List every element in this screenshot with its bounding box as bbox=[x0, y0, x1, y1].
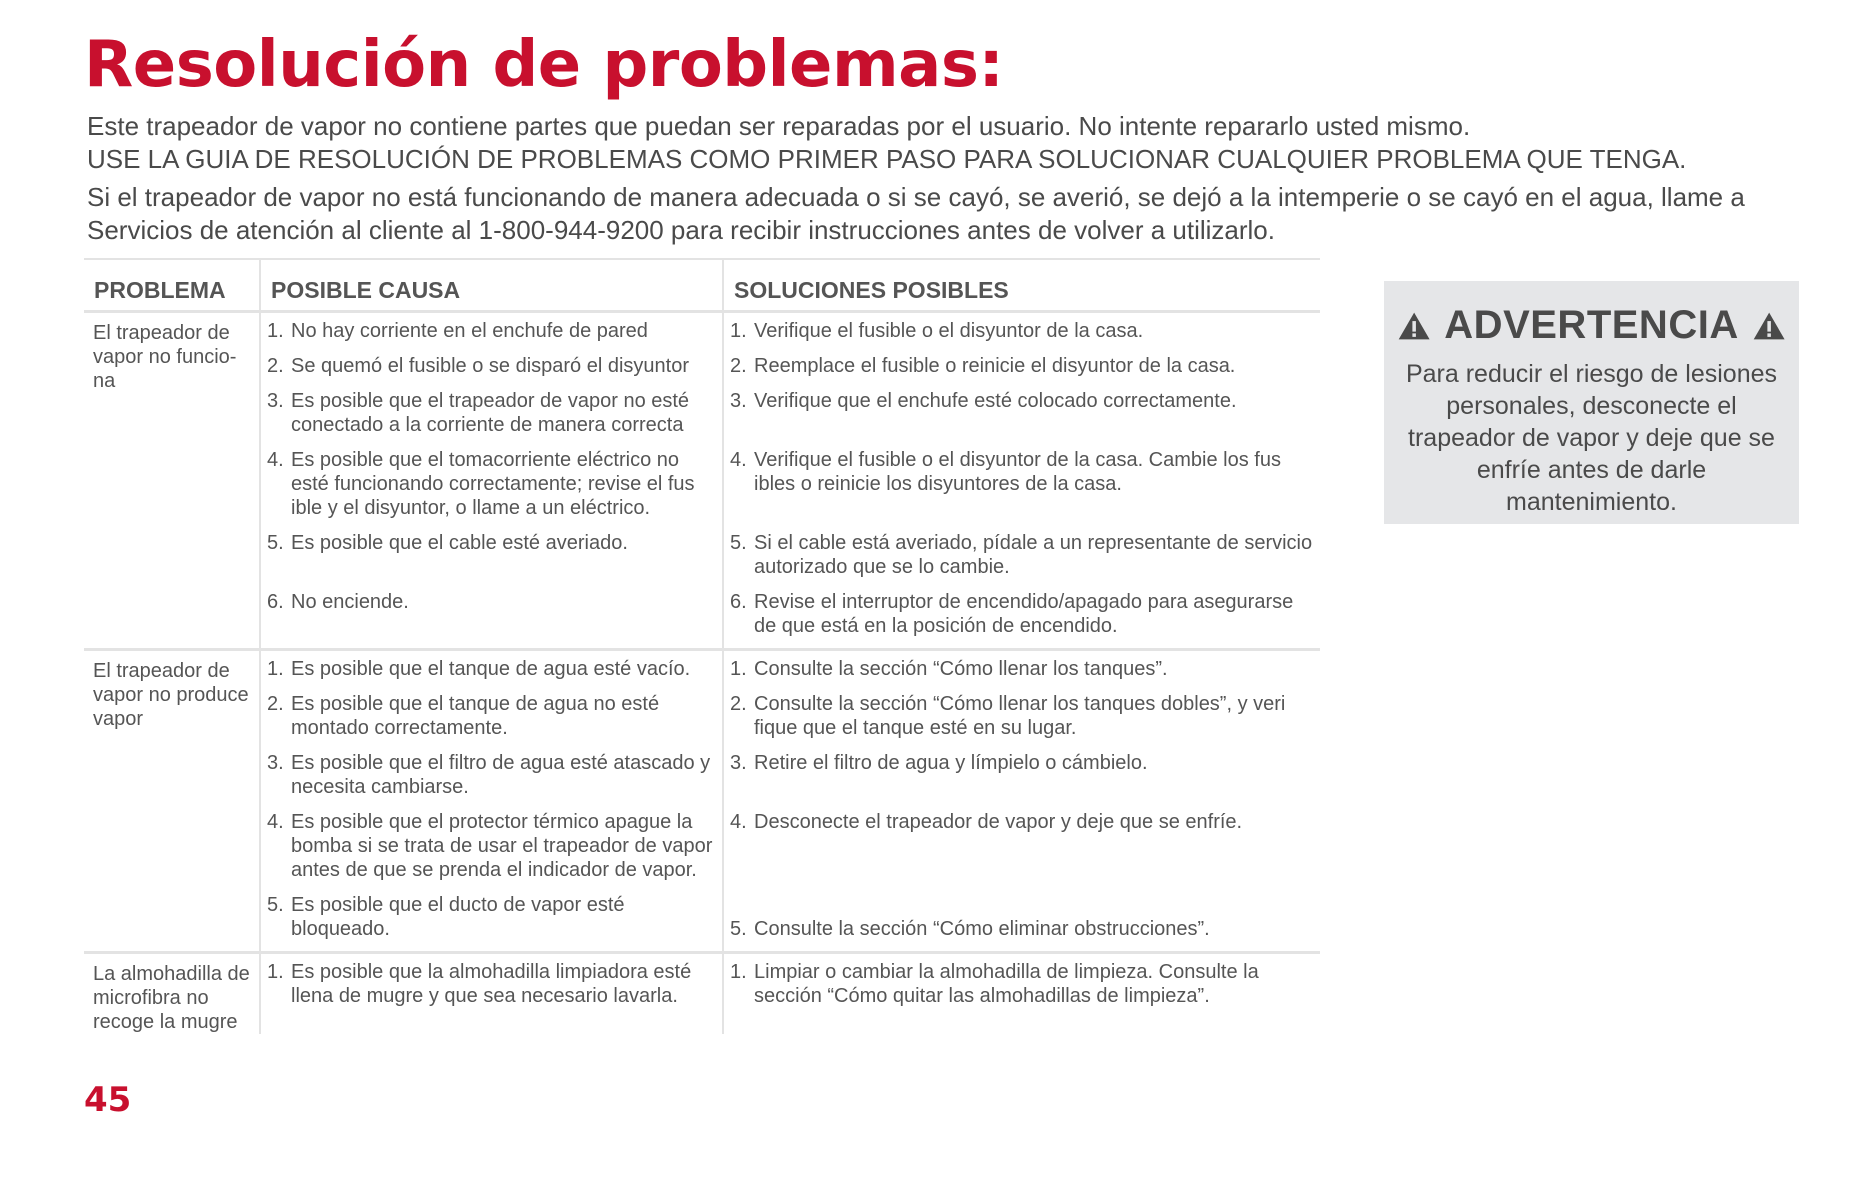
list-item: 4. Desconecte el trapeador de vapor y deje que se enfríe. bbox=[730, 811, 1243, 833]
page-number: 45 bbox=[84, 1080, 132, 1120]
list-item: 1. Consulte la sección “Cómo llenar los tanques”. bbox=[730, 658, 1168, 680]
header-cause: POSIBLE CAUSA bbox=[260, 259, 723, 312]
list-item: 5. Es posible que el ducto de vapor esté bloqueado. bbox=[267, 894, 625, 940]
table-row bbox=[84, 650, 1320, 953]
list-item: 5. Si el cable está averiado, pídale a un representante de servicio autorizado que se lo cambie. bbox=[730, 532, 1313, 578]
table-row bbox=[84, 312, 1320, 650]
list-item: 2. Consulte la sección “Cómo llenar los tanques dobles”, y veri fique que el tanque esté en su lugar. bbox=[730, 693, 1286, 739]
troubleshooting-table bbox=[84, 258, 1320, 1034]
solution-cell bbox=[723, 312, 1320, 650]
list-item: 1. Limpiar o cambiar la almohadilla de limpieza. Consulte la sección “Cómo quitar las almohadillas de limpieza”. bbox=[730, 961, 1259, 1007]
list-item: 3. Es posible que el trapeador de vapor no esté conectado a la corriente de manera correcta bbox=[267, 390, 690, 436]
cause-cell bbox=[260, 312, 723, 650]
list-item: 2. Reemplace el fusible o reinicie el disyuntor de la casa. bbox=[730, 355, 1236, 377]
warning-title-text: ADVERTENCIA bbox=[1444, 303, 1739, 347]
list-item: 4. Verifique el fusible o el disyuntor de la casa. Cambie los fus ibles o reinicie los disyuntores de la casa. bbox=[730, 449, 1281, 495]
warning-triangle-icon bbox=[1753, 305, 1785, 347]
cause-cell bbox=[260, 953, 723, 1035]
list-item: 1. Es posible que la almohadilla limpiadora esté llena de mugre y que sea necesario lavarla. bbox=[267, 961, 692, 1007]
table-row bbox=[84, 953, 1320, 1035]
list-item: 3. Retire el filtro de agua y límpielo o cámbielo. bbox=[730, 752, 1148, 774]
list-item: 6. Revise el interruptor de encendido/apagado para asegurarse de que está en la posición de encendido. bbox=[730, 591, 1294, 637]
intro-line-3: Si el trapeador de vapor no está funcionando de manera adecuada o si se cayó, se averió, se dejó a la intemperie o se cayó en el agua, llame a Servicios de atención al cliente al 1-800-944-9200 para recibir instrucciones antes de volver a utilizarlo. bbox=[87, 182, 1745, 245]
solution-cell bbox=[723, 650, 1320, 953]
solution-cell bbox=[723, 953, 1320, 1035]
list-item: 5. Consulte la sección “Cómo eliminar obstrucciones”. bbox=[730, 918, 1210, 940]
cause-cell bbox=[260, 650, 723, 953]
list-item: 1. Verifique el fusible o el disyuntor de la casa. bbox=[730, 320, 1144, 342]
problem-cell: El trapeador de vapor no produce vapor bbox=[84, 650, 260, 953]
list-item: 1. No hay corriente en el enchufe de pared bbox=[267, 320, 648, 342]
warning-title bbox=[1384, 303, 1799, 348]
warning-box bbox=[1384, 281, 1799, 524]
list-item: 5. Es posible que el cable esté averiado. bbox=[267, 532, 628, 554]
table-header-row bbox=[84, 259, 1320, 312]
list-item: 2. Se quemó el fusible o se disparó el disyuntor bbox=[267, 355, 690, 377]
intro-line-2: USE LA GUIA DE RESOLUCIÓN DE PROBLEMAS COMO PRIMER PASO PARA SOLUCIONAR CUALQUIER PROBLEMA QUE TENGA. bbox=[87, 144, 1687, 174]
intro-line-1: Este trapeador de vapor no contiene partes que puedan ser reparadas por el usuario. No intente repararlo usted mismo. bbox=[87, 111, 1471, 141]
header-problem: PROBLEMA bbox=[84, 259, 260, 312]
list-item: 1. Es posible que el tanque de agua esté vacío. bbox=[267, 658, 691, 680]
list-item: 3. Verifique que el enchufe esté colocado correctamente. bbox=[730, 390, 1237, 412]
problem-cell: La almohadilla de microfibra no recoge la mugre bbox=[84, 953, 260, 1035]
list-item: 3. Es posible que el filtro de agua esté atascado y necesita cambiarse. bbox=[267, 752, 711, 798]
list-item: 4. Es posible que el protector térmico apague la bomba si se trata de usar el trapeador de vapor antes de que se prenda el indicador de vapor. bbox=[267, 811, 713, 881]
intro-text bbox=[87, 110, 1787, 247]
warning-triangle-icon bbox=[1398, 305, 1430, 347]
list-item: 6. No enciende. bbox=[267, 591, 409, 613]
warning-text: Para reducir el riesgo de lesiones personales, desconecte el trapeador de vapor y deje que se enfríe antes de darle mantenimiento. bbox=[1405, 360, 1778, 516]
problem-cell: El trapeador de vapor no funcio- na bbox=[93, 322, 237, 392]
page-title: Resolución de problemas: bbox=[84, 28, 1004, 102]
list-item: 2. Es posible que el tanque de agua no esté montado correctamente. bbox=[267, 693, 660, 739]
header-solutions: SOLUCIONES POSIBLES bbox=[723, 259, 1320, 312]
list-item: 4. Es posible que el tomacorriente eléctrico no esté funcionando correctamente; revise el fus ible y el disyuntor, o llame a un eléctrico. bbox=[267, 449, 695, 519]
